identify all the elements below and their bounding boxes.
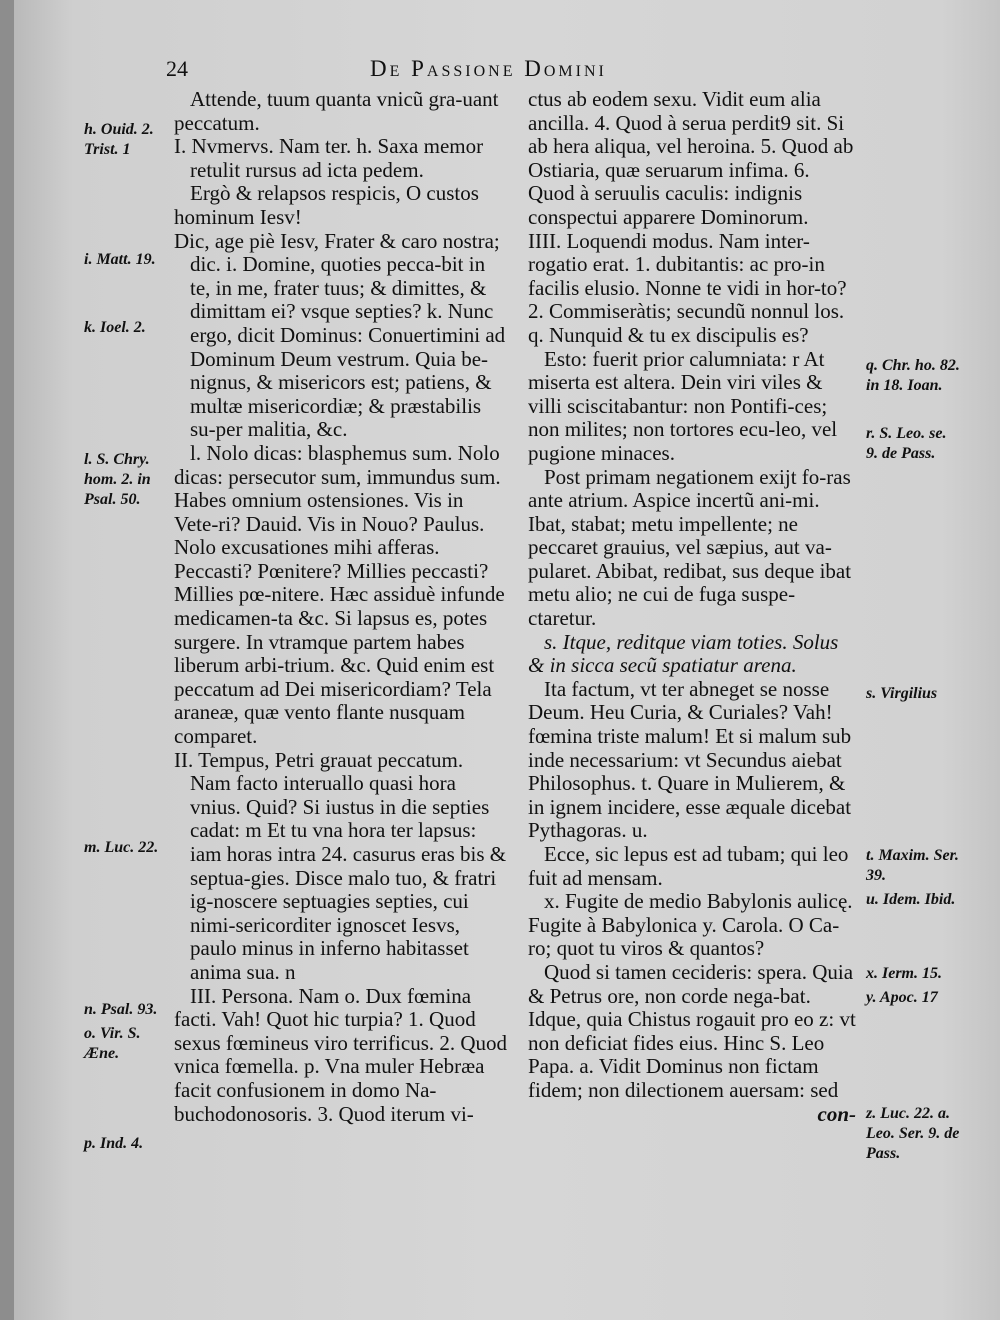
margin-note: t. Maxim. Ser. 39. — [866, 847, 959, 884]
margin-note: s. Virgilius — [866, 685, 938, 702]
paragraph: ctus ab eodem sexu. Vidit eum alia ancilla. 4. Quod à serua perdit9 sit. Si ab hera aliqua, vel heroina. 5. Quod ab Ostiaria, quæ seruarum infima. 6. Quod à seruulis caculis: indignis conspectui apparere Dominorum. — [528, 87, 854, 229]
margin-note: m. Luc. 22. — [84, 839, 159, 856]
paragraph: Attende, tuum quanta vnicũ gra-uant peccatum. — [174, 87, 499, 135]
margin-note: x. Ierm. 15. — [866, 965, 942, 982]
paragraph: II. Tempus, Petri grauat peccatum. Nam facto interuallo quasi hora vnius. Quid? Si iustus in die septies cadat: m Et tu vna hora ter lapsus: iam horas intra 24. casurus eras bis & septua-gies. Disce malo tuo, & fratri ig-noscere septuagies septies, cui nimi-sericorditer ignoscet Iesvs, paulo minus in inferno habitasset anima sua. n — [174, 747, 507, 984]
margin-note: z. Luc. 22. a. Leo. Ser. 9. de Pass. — [866, 1105, 960, 1162]
running-title: De Passione Domini — [370, 56, 607, 81]
paragraph: Dic, age piè Iesv, Frater & caro nostra; dic. i. Domine, quoties pecca-bit in te, in me, frater tuus; & dimittes, & dimittam ei? vsque septies? k. Nunc ergo, dicit Dominus: Conuertimini ad Dominum Deum vestrum. Quia be-nignus, & misericors est; patiens, & multæ misericordiæ; & præstabilis su-per malitia, &c. — [174, 228, 506, 442]
paragraph: Ita factum, vt ter abneget se nosse Deum. Heu Curia, & Curiales? Vah! fœmina triste malum! Et si malum sub inde necessarium: vt Secundus aiebat Philosophus. t. Quare in Mulierem, & in ignem incidere, esse æquale dicebat Pythagoras. u. — [528, 676, 852, 843]
paragraph: l. Nolo dicas: blasphemus sum. Nolo dicas: persecutor sum, immundus sum. Habes omnium ostensiones. Vis in Vete-ri? Dauid. Vis in Nouo? Paulus. Nolo excusationes mihi afferas. Peccasti? Pœnitere? Millies peccasti? Millies pœ-nitere. Hæc assiduè infunde medicamen-ta &c. Si lapsus es, potes surgere. In vtramque partem habes liberum arbi-trium. &c. Quid enim est peccatum ad Dei misericordiam? Tela araneæ, quæ vento flante nusquam comparet. — [174, 440, 505, 749]
paragraph: x. Fugite de medio Babylonis aulicę. Fugite à Babylonica y. Carola. O Ca-ro; quot tu viros & quantos? — [528, 889, 853, 961]
paragraph: Ergò & relapsos respicis, O custos hominum Iesv! — [174, 181, 479, 229]
margin-note: u. Idem. Ibid. — [866, 891, 956, 908]
margin-note: k. Ioel. 2. — [84, 319, 146, 336]
margin-note: r. S. Leo. se. 9. de Pass. — [866, 425, 947, 462]
catchword: con- — [817, 1101, 856, 1126]
paragraph: III. Persona. Nam o. Dux fœmina facti. Vah! Quot hic turpia? 1. Quod sexus fœmineus viro terrificus. 2. Quod vnica fœmella. p. Vna muler Hebræa facit confusionem in domo Na-buchodonosoris. 3. Quod iterum vi- — [174, 983, 508, 1126]
right-text-column — [528, 88, 856, 1126]
paragraph: IIII. Loquendi modus. Nam inter-rogatio erat. 1. dubitantis: ac pro-in facilis elusio. Nonne te vidi in hor-to? 2. Commiseràtis; secundũ nonnul los. q. Nunquid & tu ex discipulis es? — [528, 228, 847, 347]
page-number: 24 — [166, 56, 188, 81]
paragraph: I. Nvmervs. Nam ter. h. Saxa memor retulit rursus ad icta pedem. — [174, 134, 484, 182]
paragraph: Ecce, sic lepus est ad tubam; qui leo fuit ad mensam. — [528, 842, 849, 890]
margin-note: n. Psal. 93. — [84, 1001, 158, 1018]
left-text-column — [174, 88, 508, 1126]
margin-note: l. S. Chry. hom. 2. in Psal. 50. — [84, 451, 151, 508]
margin-note: o. Vir. S. Æne. — [84, 1025, 141, 1062]
margin-note: q. Chr. ho. 82. in 18. Ioan. — [866, 357, 960, 394]
margin-note: h. Ouid. 2. Trist. 1 — [84, 121, 154, 158]
paragraph: Quod si tamen cecideris: spera. Quia & Petrus ore, non corde nega-bat. Idque, quia Chistus rogauit pro eo z: vt non deficiat fides eius. Hinc S. Leo Papa. a. Vidit Dominus non fictam fidem; non dilectionem auersam: sed — [528, 959, 856, 1102]
margin-note: i. Matt. 19. — [84, 251, 156, 268]
paragraph: Esto: fuerit prior calumniata: r At miserta est altera. Dein viri viles & villi sciscitabantur: non Pontifi-ces; non milites; non tortores ecu-leo, vel pugione minaces. — [528, 346, 838, 465]
margin-note: p. Ind. 4. — [84, 1135, 144, 1152]
paragraph: Post primam negationem exijt fo-ras ante atrium. Aspice incertũ ani-mi. Ibat, stabat; metu impellente; ne peccaret grauius, vel sæpius, aut va-pularet. Abibat, redibat, sus deque ibat metu alio; ne cui de fuga suspe-ctaretur. — [528, 464, 852, 631]
verse-quotation: s. Itque, reditque viam toties. Solus & in sicca secũ spatiatur arena. — [528, 629, 839, 678]
margin-note: y. Apoc. 17 — [866, 989, 938, 1006]
